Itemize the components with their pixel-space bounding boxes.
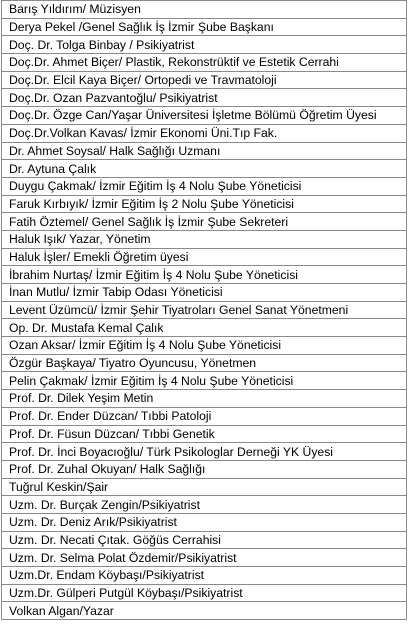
signatory-cell: Dr. Ahmet Soysal/ Halk Sağlığı Uzmanı bbox=[2, 142, 407, 160]
table-row bbox=[2, 142, 407, 160]
signatory-cell: Dr. Aytuna Çalık bbox=[2, 160, 407, 178]
signatory-cell: Levent Üzümcü/ İzmir Şehir Tiyatroları Genel Sanat Yönetmeni bbox=[2, 301, 407, 319]
table-row bbox=[2, 390, 407, 408]
table-row bbox=[2, 372, 407, 390]
table-row bbox=[2, 567, 407, 585]
signatory-cell: Uzm. Dr. Selma Polat Özdemir/Psikiyatrist bbox=[2, 549, 407, 567]
table-row bbox=[2, 443, 407, 461]
table-row bbox=[2, 478, 407, 496]
table-row bbox=[2, 266, 407, 284]
table-row bbox=[2, 407, 407, 425]
table-row bbox=[2, 425, 407, 443]
table-row bbox=[2, 531, 407, 549]
signatory-cell: Duygu Çakmak/ İzmir Eğitim İş 4 Nolu Şube Yöneticisi bbox=[2, 177, 407, 195]
signatory-cell: Uzm. Dr. Deniz Arık/Psikiyatrist bbox=[2, 513, 407, 531]
signatory-cell: Haluk Işık/ Yazar, Yönetim bbox=[2, 230, 407, 248]
signatory-cell: Doç.Dr. Elcil Kaya Biçer/ Ortopedi ve Travmatoloji bbox=[2, 71, 407, 89]
table-row bbox=[2, 460, 407, 478]
signatory-cell: Doç.Dr. Ahmet Biçer/ Plastik, Rekonstrüktif ve Estetik Cerrahi bbox=[2, 54, 407, 72]
table-row bbox=[2, 301, 407, 319]
table-row bbox=[2, 230, 407, 248]
signatory-cell: Prof. Dr. Füsun Düzcan/ Tıbbi Genetik bbox=[2, 425, 407, 443]
table-row bbox=[2, 248, 407, 266]
table-row bbox=[2, 337, 407, 355]
signatory-cell: Doç. Dr. Tolga Binbay / Psikiyatrist bbox=[2, 36, 407, 54]
table-row bbox=[2, 107, 407, 125]
signatory-cell: Prof. Dr. Zuhal Okuyan/ Halk Sağlığı bbox=[2, 460, 407, 478]
signatory-cell: Doç.Dr. Ozan Pazvantoğlu/ Psikiyatrist bbox=[2, 89, 407, 107]
signatory-cell: Tuğrul Keskin/Şair bbox=[2, 478, 407, 496]
table-row bbox=[2, 354, 407, 372]
table-row bbox=[2, 18, 407, 36]
signatory-cell: Op. Dr. Mustafa Kemal Çalık bbox=[2, 319, 407, 337]
table-row bbox=[2, 319, 407, 337]
table-row bbox=[2, 89, 407, 107]
signatory-cell: Doç.Dr.Volkan Kavas/ İzmir Ekonomi Üni.Tıp Fak. bbox=[2, 124, 407, 142]
signatory-cell: Prof. Dr. İnci Boyacıoğlu/ Türk Psikologlar Derneği YK Üyesi bbox=[2, 443, 407, 461]
signatory-cell: Haluk İşler/ Emekli Öğretim üyesi bbox=[2, 248, 407, 266]
signatory-cell: Uzm. Dr. Burçak Zengin/Psikiyatrist bbox=[2, 496, 407, 514]
signatory-cell: Derya Pekel /Genel Sağlık İş İzmir Şube Başkanı bbox=[2, 18, 407, 36]
signatory-cell: Uzm.Dr. Endam Köybaşı/Psikiyatrist bbox=[2, 567, 407, 585]
table-row bbox=[2, 496, 407, 514]
signatory-cell: İbrahim Nurtaş/ İzmir Eğitim İş 4 Nolu Şube Yöneticisi bbox=[2, 266, 407, 284]
signatory-list bbox=[2, 1, 407, 620]
table-row bbox=[2, 177, 407, 195]
signatory-cell: Uzm.Dr. Gülperi Putgül Köybaşı/Psikiyatrist bbox=[2, 584, 407, 602]
table-row bbox=[2, 54, 407, 72]
signatory-cell: Faruk Kırbıyık/ İzmir Eğitim İş 2 Nolu Şube Yöneticisi bbox=[2, 195, 407, 213]
signatory-cell: Prof. Dr. Ender Düzcan/ Tıbbi Patoloji bbox=[2, 407, 407, 425]
table-row bbox=[2, 602, 407, 620]
signatory-cell: Pelin Çakmak/ İzmir Eğitim İş 4 Nolu Şube Yöneticisi bbox=[2, 372, 407, 390]
signatory-cell: Doç.Dr. Özge Can/Yaşar Üniversitesi İşletme Bölümü Öğretim Üyesi bbox=[2, 107, 407, 125]
table-row bbox=[2, 1, 407, 19]
signatory-cell: Prof. Dr. Dilek Yeşim Metin bbox=[2, 390, 407, 408]
signatory-cell: Fatih Öztemel/ Genel Sağlık İş İzmir Şube Sekreteri bbox=[2, 213, 407, 231]
table-row bbox=[2, 160, 407, 178]
table-row bbox=[2, 36, 407, 54]
table-row bbox=[2, 513, 407, 531]
table-row bbox=[2, 584, 407, 602]
signatory-cell: İnan Mutlu/ İzmir Tabip Odası Yöneticisi bbox=[2, 284, 407, 302]
signatory-table bbox=[1, 0, 407, 620]
table-row bbox=[2, 195, 407, 213]
table-row bbox=[2, 213, 407, 231]
signatory-cell: Ozan Aksar/ İzmir Eğitim İş 4 Nolu Şube Yöneticisi bbox=[2, 337, 407, 355]
table-row bbox=[2, 124, 407, 142]
signatory-cell: Uzm. Dr. Necati Çıtak. Göğüs Cerrahisi bbox=[2, 531, 407, 549]
signatory-cell: Volkan Algan/Yazar bbox=[2, 602, 407, 620]
table-row bbox=[2, 549, 407, 567]
signatory-cell: Barış Yıldırım/ Müzisyen bbox=[2, 1, 407, 19]
table-row bbox=[2, 71, 407, 89]
signatory-cell: Özgür Başkaya/ Tiyatro Oyuncusu, Yönetmen bbox=[2, 354, 407, 372]
table-row bbox=[2, 284, 407, 302]
